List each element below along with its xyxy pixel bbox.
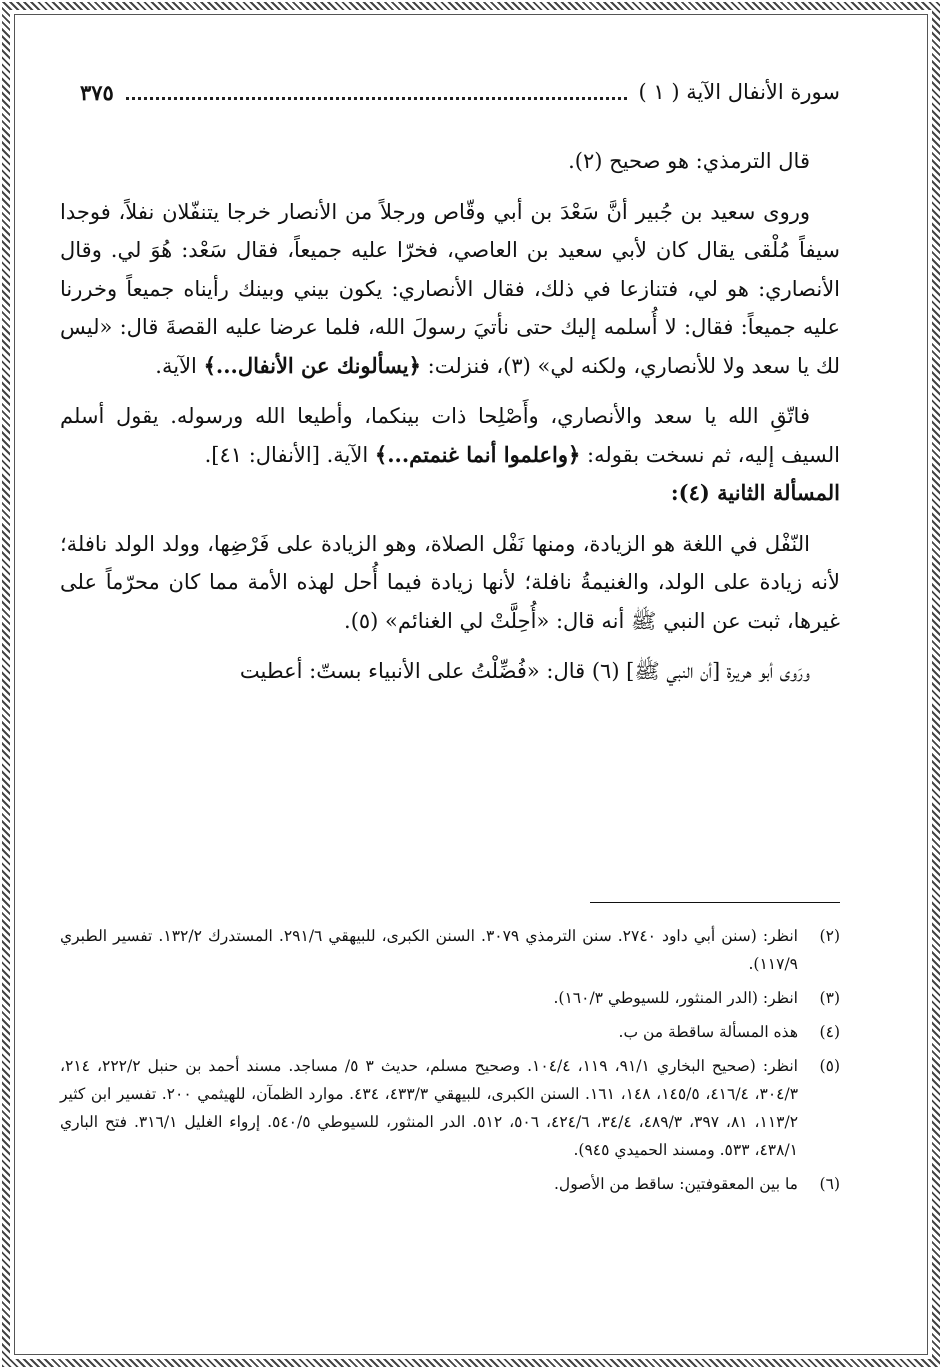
paragraph-abu-hurayra: ورَوى أبو هريرة [أن النبي ﷺ] (٦) قال: «فُضِّلْتُ على الأنبياء بستّ: أعطيت [239, 659, 810, 683]
header-title: سورة الأنفال الآية ( ١ ) [638, 80, 840, 104]
paragraph-text: الآية. [الأنفال: ٤١]. [204, 442, 369, 467]
paragraph-nafl-definition: النّفْل في اللغة هو الزيادة، ومنها نَفْل الصلاة، وهو الزيادة على فَرْضِها، وولد الولد نافلة؛ لأنه زيادة على الولد، والغنيمةُ نافلة؛ لأنها زيادة فيما أُحل لهذه الأمة مما كان محرّماً على غيرها، ثبت عن النبي ﷺ أنه قال: «أُحِلَّتْ لي الغنائم» (٥). [60, 531, 840, 633]
paragraph-text: وروى سعيد بن جُبير أنَّ سَعْدَ بن أبي وقّاص ورجلاً من الأنصار خرجا يتنفّلان نفلاً، فوجدا سيفاً مُلْقى يقال كان لأبي سعيد بن العاصي، فخرّا عليه جميعاً، فقال سَعْد: هُوَ لي. وقال الأنصاري: هو لي، فتنازعا في ذلك، فقال الأنصاري: يكون بيني وبينك رأيناه جميعاً وخررنا عليه جميعاً: فقال: لا أُسلمه إليك حتى نأتيَ رسولَ الله، فلما عرضا عليه القصةَ قال: «ليس لك يا سعد ولا للأنصاري، ولكنه لي» (٣)، فنزلت: [60, 199, 840, 378]
footnote-text: هذه المسألة ساقطة من ب. [618, 1023, 798, 1041]
paragraph-tirmidhi: قال الترمذي: هو صحيح (٢). [568, 149, 810, 173]
footnote-number: (٦) [819, 1175, 840, 1193]
paragraph-text: فاتّقِ الله يا سعد والأنصاري، وأَصْلِحا ذات بينكما، وأطيعا الله ورسوله. يقول أسلم السيف إليه، ثم نسخت بقوله: [60, 404, 840, 467]
page [60, 60, 840, 1300]
footnote-text: انظر: (الدر المنثور، للسيوطي ١٦٠/٣). [553, 989, 798, 1007]
footnote-text: ما بين المعقوفتين: ساقط من الأصول. [554, 1175, 798, 1193]
footnote [60, 1018, 840, 1046]
quran-verse: ﴿واعلموا أنما غنمتم...﴾ [374, 441, 581, 467]
footnote [60, 1052, 840, 1164]
footnotes [60, 922, 840, 1204]
footnote-number: (٣) [819, 989, 840, 1007]
running-header [80, 72, 840, 112]
footnote [60, 922, 840, 978]
main-text [60, 142, 840, 691]
paragraph-said-narration [60, 193, 840, 386]
header-dot-leader [126, 97, 627, 100]
footnote [60, 1170, 840, 1198]
footnote-text: انظر: (صحيح البخاري ٩١/١، ١١٩، ١٠٤/٤. وصحيح مسلم، حديث ٣ ٥/ مساجد. مسند أحمد بن حنبل ٢٢٢/٢، ٢١٤، ٣٠٤/٣، ٤١٦/٤، ١٤٥/٥، ١٤٨، ١٦١. السنن الكبرى، للبيهقي ٤٣٣/٣، ٤٣٤. موارد الظمآن، للهيثمي ٢٠٠. تفسير ابن كثير ١١٣/٢، ٨١، ٣٩٧، ٤٨٩/٣، ٣٤/٤، ٤٢٤/٦، ٥٠٦، ٥١٢. الدر المنثور، للسيوطي ٥٤٠/٥. إرواء الغليل ٣١٦/١. فتح الباري ٤٣٨/١، ٥٣٣. ومسند الحميدي ٩٤٥). [60, 1057, 799, 1159]
paragraph-text: الآية. [155, 353, 197, 378]
footnote-text: انظر: (سنن أبي داود ٢٧٤٠. سنن الترمذي ٣٠٧٩. السنن الكبرى، للبيهقي ٢٩١/٦. المستدرك ١٣٢/٢. تفسير الطبري ١١٧/٩). [60, 927, 798, 973]
footnote-number: (٤) [819, 1023, 840, 1041]
paragraph-abrogation [60, 397, 840, 474]
footnote-separator [590, 902, 840, 903]
footnote-number: (٥) [819, 1057, 840, 1075]
footnote [60, 984, 840, 1012]
footnote-number: (٢) [819, 927, 840, 945]
section-heading: المسألة الثانية (٤): [670, 480, 840, 505]
page-number: ٣٧٥ [80, 79, 114, 105]
quran-verse: ﴿يسألونك عن الأنفال...﴾ [203, 352, 421, 378]
